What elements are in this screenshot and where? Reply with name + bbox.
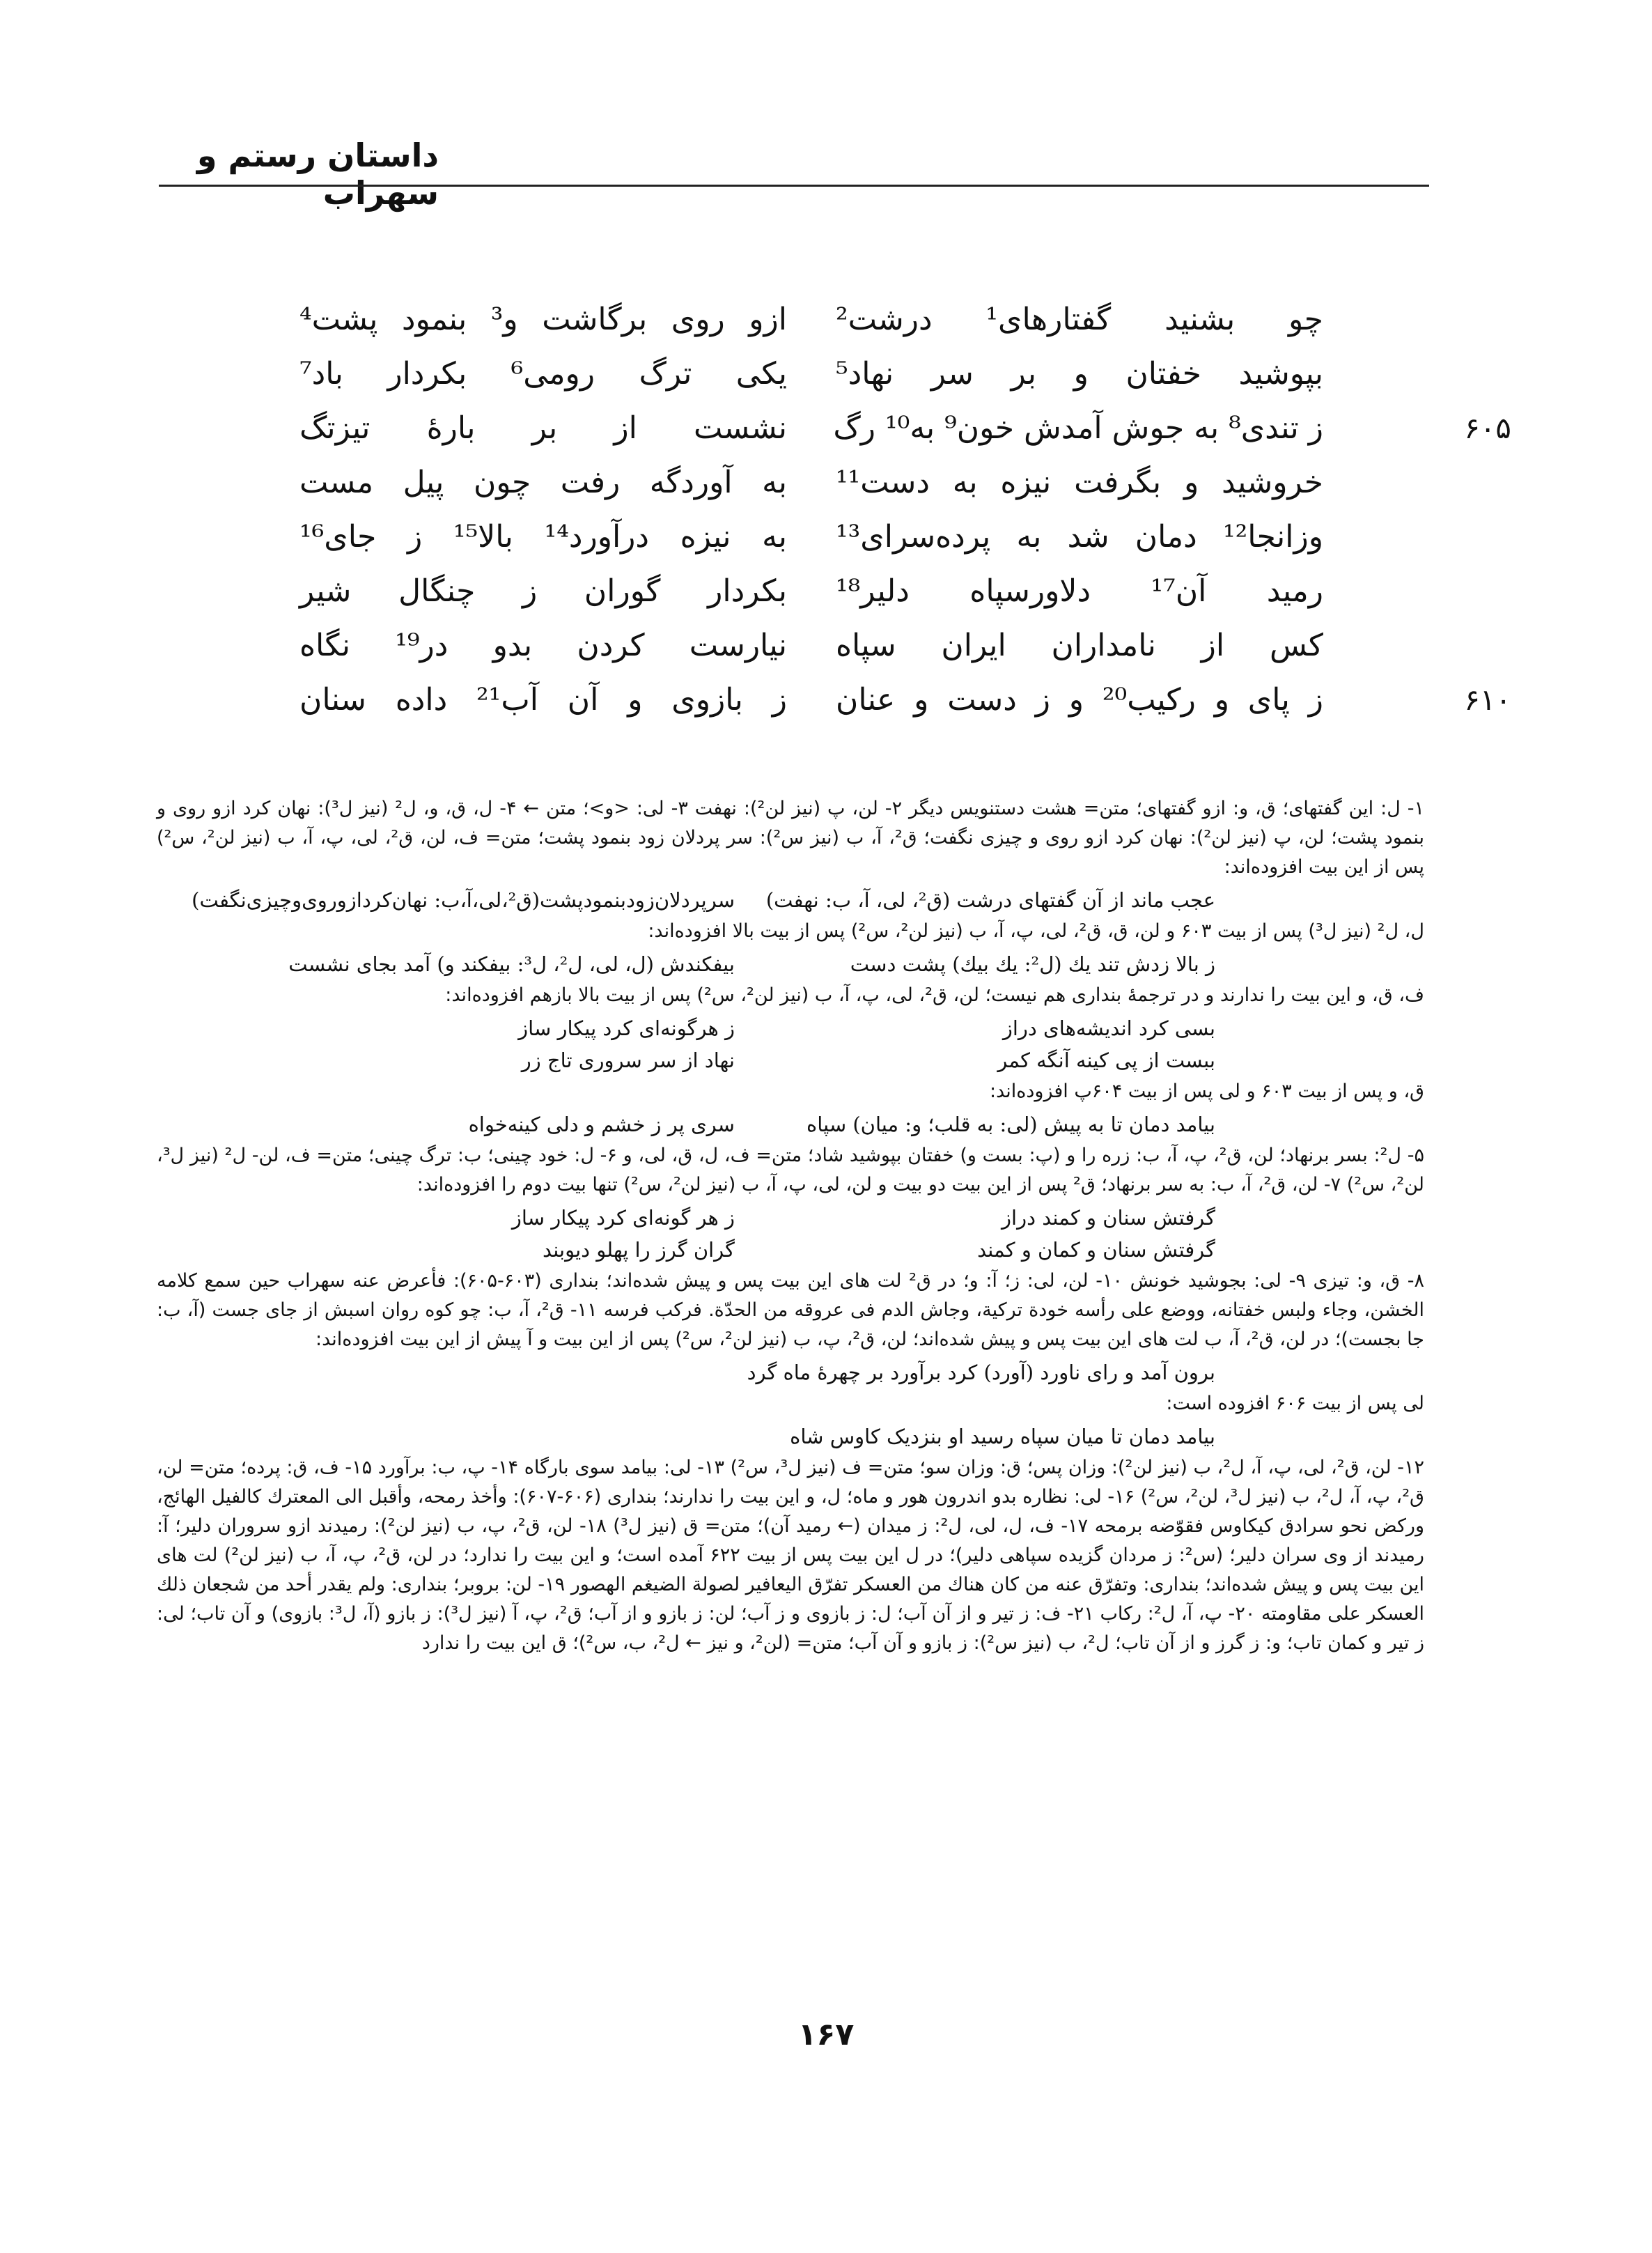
quoted-variant-couplet xyxy=(157,1109,1424,1140)
verse-row xyxy=(209,564,1532,619)
verse-first-hemistich: وزانجا¹² دمان شد به پرده‌سرای¹³ xyxy=(836,519,1323,555)
verse-second-hemistich: به نیزه درآورد¹⁴ بالا¹⁵ ز جای¹⁶ xyxy=(299,519,788,555)
verse-row xyxy=(209,401,1532,456)
quoted-couplet: بیامد دمان تا میان سپاه رسید او بنزدیک کاوس شاه xyxy=(790,1425,1215,1448)
verse-first-hemistich: ز تندی⁸ به جوش آمدش خون⁹ به¹⁰ رگ xyxy=(833,410,1323,446)
verse-second-hemistich: بکردار گوران ز چنگال شیر xyxy=(299,573,787,609)
quoted-variant-couplet xyxy=(157,949,1424,980)
verse-second-hemistich: یکی ترگ رومی⁶ بکردار باد⁷ xyxy=(299,356,787,392)
verse-first-hemistich: رمید آن¹⁷ دلاورسپاه دلیر¹⁸ xyxy=(836,573,1323,609)
quoted-variant-couplet xyxy=(157,1234,1424,1265)
quoted-hemistich: ز هر گونه‌ای کرد پیکار ساز xyxy=(511,1206,735,1230)
quoted-variant-couplet xyxy=(157,885,1424,915)
verse-block xyxy=(209,293,1532,727)
verse-second-hemistich: ز بازوی و آن آب²¹ داده سنان xyxy=(299,682,787,718)
quoted-hemistich: نهاد از سر سروری تاج زر xyxy=(521,1048,735,1072)
quoted-hemistich: ز هرگونه‌ای کرد پیکار ساز xyxy=(518,1016,735,1040)
quoted-variant-couplet xyxy=(157,1013,1424,1044)
verse-second-hemistich: به آوردگه رفت چون پیل مست xyxy=(299,465,787,500)
verse-number: ۶۱۰ xyxy=(1464,683,1511,717)
quoted-hemistich: بیفکندش (ل، لی، ل²، ل³: بیفکند و) آمد بجای نشست xyxy=(288,952,735,976)
running-header-title: داستان رستم و سهراب xyxy=(196,137,439,212)
footnote: ف، ق، و این بیت را ندارند و در ترجمهٔ بنداری هم نیست؛ لن، ق²، لی، پ، آ، ب (نیز لن²، س²) پس از بیت بالا بازهم افزوده‌اند: xyxy=(445,984,1424,1006)
quoted-couplet: برون آمد و رای ناورد (آورد) کرد برآورد بر چهرهٔ ماه گرد xyxy=(747,1361,1215,1384)
page-number: ۱۶۷ xyxy=(797,2017,855,2052)
verse-number: ۶۰۵ xyxy=(1464,411,1511,445)
quoted-hemistich: سری پر ز خشم و دلی کینه‌خواه xyxy=(468,1113,735,1136)
quoted-variant-couplet xyxy=(157,1202,1424,1233)
verse-second-hemistich: نیارست کردن بدو در¹⁹ نگاه xyxy=(299,628,787,663)
quoted-hemistich: بیامد دمان تا به پیش (لی: به قلب؛ و: میان) سپاه xyxy=(806,1113,1215,1136)
quoted-hemistich: سرپردلان‌زودبنمودپشت(ق²،لی،آ،ب: نهان‌کردازوروی‌وچیزی‌نگفت) xyxy=(192,888,735,912)
header-divider xyxy=(159,185,1429,187)
verse-first-hemistich: بپوشید خفتان و بر سر نهاد⁵ xyxy=(836,356,1323,392)
verse-row xyxy=(209,456,1532,510)
verse-first-hemistich: کس از نامداران ایران سپاه xyxy=(836,628,1323,663)
verse-row xyxy=(209,673,1532,727)
quoted-hemistich: گرفتش سنان و کمند دراز xyxy=(1002,1206,1215,1230)
verse-row xyxy=(209,510,1532,564)
quoted-hemistich: ببست از پی کینه آنگه کمر xyxy=(997,1048,1215,1072)
quoted-hemistich: گران گرز را پهلو دیوبند xyxy=(543,1238,735,1262)
footnote: ق، و پس از بیت ۶۰۳ و لی پس از بیت ۶۰۴پ افزوده‌اند: xyxy=(989,1081,1424,1102)
verse-first-hemistich: چو بشنید گفتارهای¹ درشت² xyxy=(836,302,1323,337)
quoted-variant-couplet xyxy=(157,1357,1424,1388)
verse-row xyxy=(209,347,1532,401)
footnote: ۸- ق، و: تیزی ۹- لی: بجوشید خونش ۱۰- لن، لی: ز؛ آ: و؛ در ق² لت های این بیت پس و پیش شده‌اند؛ بنداری (۶۰۳-۶۰۵): فأعرض عنه سهراب حین سمع کلامه الخشن، وجاء ولبس خفتانه، ووضع علی رأسه خودة ترکیة، وجاش الدم فی عروقه من الحدّة. فرکب فرسه ۱۱- ق²، آ، ب: چو کوه روان اسبش از جای جست (آ، ب: جا بجست)؛ در لن، ق²، آ، ب لت های این بیت پس و پیش شده‌اند؛ لن، ق²، پ، ب (نیز لن²، س²) پس از این بیت و آ پیش از این بیت افزوده‌اند: xyxy=(157,1270,1424,1350)
verse-first-hemistich: خروشید و بگرفت نیزه به دست¹¹ xyxy=(836,465,1323,500)
quoted-hemistich: عجب ماند از آن گفتهای درشت (ق²، لی، آ، ب: نهفت) xyxy=(765,888,1215,912)
verse-first-hemistich: ز پای و رکیب²⁰ و ز دست و عنان xyxy=(836,682,1323,718)
critical-apparatus-footnotes xyxy=(157,794,1424,1661)
verse-row xyxy=(209,293,1532,347)
verse-row xyxy=(209,619,1532,673)
footnote: ل، ل² (نیز ل³) پس از بیت ۶۰۳ و لن، ق، ق²، لی، پ، آ، ب (نیز لن²، س²) پس از بیت بالا افزوده‌اند: xyxy=(648,920,1424,942)
footnote: ۱۲- لن، ق²، لی، پ، آ، ل²، ب (نیز لن²): وزان پس؛ ق: وزان سو؛ متن= ف (نیز ل³، س²) ۱۳- لی: بیامد سوی بارگاه ۱۴- پ، ب: برآورد ۱۵- ف، ق: پرده؛ متن= لن، ق²، پ، آ، ل²، ب (نیز ل³، لن²، س²) ۱۶- لی: نظاره بدو اندرون هور و ماه؛ ل، و این بیت را ندارند؛ بنداری (۶۰۶-۶۰۷): وأخذ رمحه، وأقبل الی المعترك کالفیل الهائج، ورکض نحو سرادق کیکاوس فقوّضه برمحه ۱۷- ف، ل، لی، ل²: ز میدان (← رمید آن)؛ متن= ق (نیز ل³) ۱۸- لن، ق²، پ، ب (نیز لن²): رمیدند ازو سروران دلیر؛ آ: رمیدند از وی سران دلیر؛ (س²: ز مردان گزیده سپاهی دلیر)؛ در ل این بیت پس از بیت ۶۲۲ آمده است؛ و این بیت را ندارد؛ در لن، ق²، پ، آ، ب (نیز لن²) لت های این بیت پس و پیش شده‌اند؛ بنداری: وتفرّق عنه من کان هناك من العسکر تفرّق الیعافیر لصولة الضیغم الهصور ۱۹- لن: بروبر؛ بنداری: ولم یقدر أحد من شجعان ذلك العسکر علی مقاومته ۲۰- پ، آ، ل²: رکاب ۲۱- ف: ز تیر و از آن آب؛ ل: ز بازوی و ز آب؛ لن: ز بازو و از آب؛ ق²، پ، آ (نیز ل³): ز بازو (آ، ل³: بازوی) و آن تاب؛ لی: ز تیر و کمان تاب؛ و: ز گرز و از آن تاب؛ ل²، ب (نیز س²): ز بازو و آن آب؛ متن= (لن²، و نیز ← ل²، ب، س²)؛ ق این بیت را ندارد xyxy=(157,1457,1425,1654)
footnote: ۱- ل: این گفتهای؛ ق، و: ازو گفتهای؛ متن= هشت دستنویس دیگر ۲- لن، پ (نیز لن²): نهفت ۳- لی: <و>؛ متن ← ۴- ل، ق، و، ل² (نیز ل³): نهان کرد ازو روی و بنمود پشت؛ لن، پ (نیز لن²): نهان کرد ازو روی و چیزی نگفت؛ ق²، آ، ب (نیز س²): سر پردلان زود بنمود پشت؛ متن= ف، لن، ق²، لی، پ، آ، ب (نیز لن²، س²) پس از این بیت افزوده‌اند: xyxy=(157,798,1425,878)
footnote: لی پس از بیت ۶۰۶ افزوده است: xyxy=(1166,1393,1424,1414)
verse-second-hemistich: ازو روی برگاشت و³ بنمود پشت⁴ xyxy=(299,302,787,337)
quoted-variant-couplet xyxy=(157,1421,1424,1452)
quoted-hemistich: بسی کرد اندیشه‌های دراز xyxy=(1002,1016,1215,1040)
verse-second-hemistich: نشست از بر بارهٔ تیزتگ xyxy=(299,410,787,446)
quoted-variant-couplet xyxy=(157,1045,1424,1076)
footnote: ۵- ل²: بسر برنهاد؛ لن، ق²، پ، آ، ب: زره را و (پ: بست و) خفتان بپوشید شاد؛ متن= ف، ل، ق، لی، و ۶- ل: خود چینی؛ ب: ترگ چینی؛ متن= ف، لن- ل² (نیز ل³، لن²، س²) ۷- لن، ق²، آ، ب: به سر برنهاد؛ ق² پس از این بیت دو بیت و لن، لی، پ، آ، ب (نیز لن²، س²) تنها بیت دوم را افزوده‌اند: xyxy=(157,1145,1424,1195)
quoted-hemistich: گرفتش سنان و کمان و کمند xyxy=(977,1238,1215,1262)
quoted-hemistich: ز بالا زدش تند یك (ل²: یك بیك) پشت دست xyxy=(850,952,1215,976)
